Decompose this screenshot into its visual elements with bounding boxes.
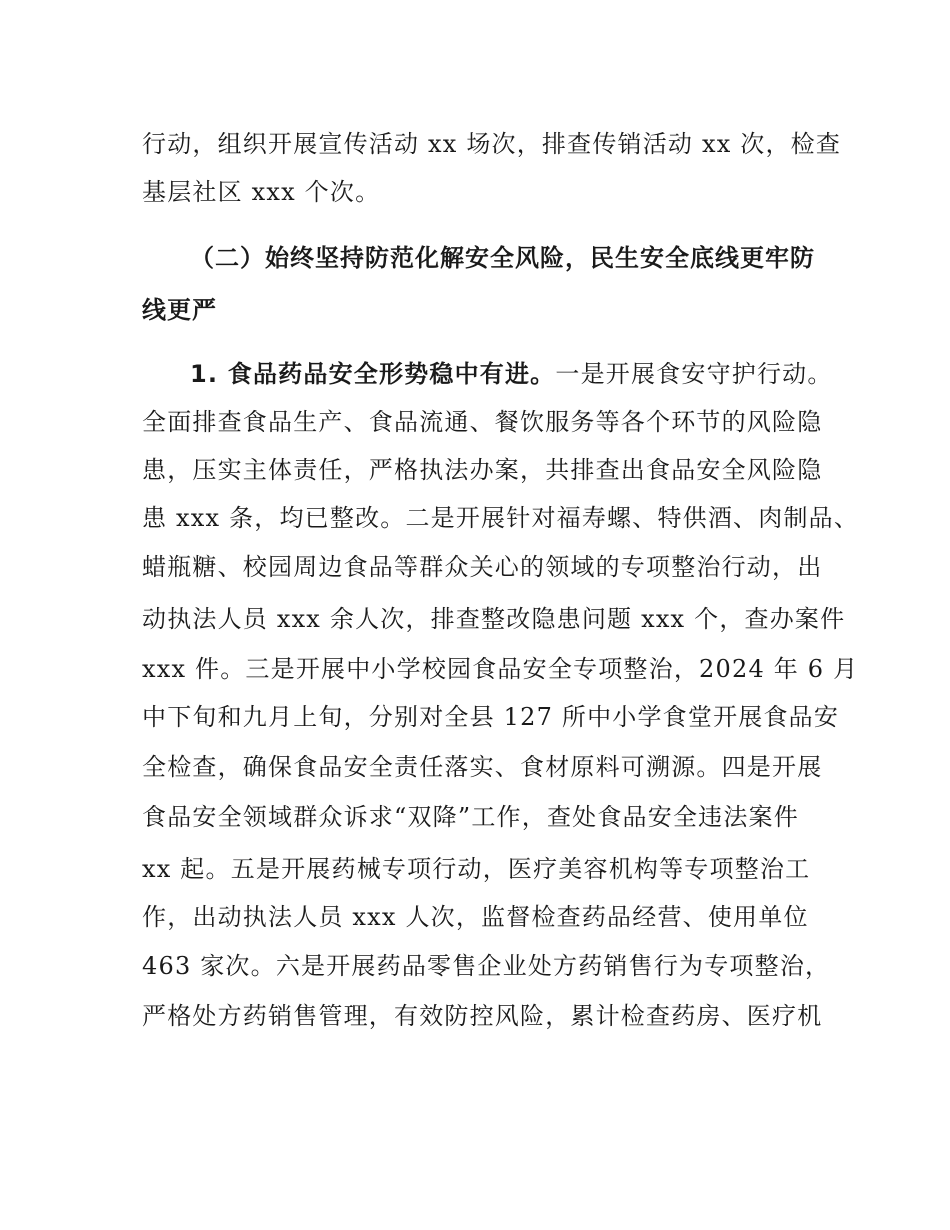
paragraph-first-line bbox=[190, 354, 833, 394]
section-heading-continuation: 线更严 bbox=[142, 296, 217, 324]
paragraph-line: 动执法人员 xxx 余人次，排查整改隐患问题 xxx 个，查办案件 bbox=[142, 605, 846, 633]
paragraph-line: 全检查，确保食品安全责任落实、食材原料可溯源。四是开展 bbox=[142, 753, 823, 781]
paragraph-line: xxx 件。三是开展中小学校园食品安全专项整治，2024 年 6 月 bbox=[142, 655, 859, 683]
paragraph-line: 患，压实主体责任，严格执法办案，共排查出食品安全风险隐 bbox=[142, 456, 823, 484]
paragraph-line: 全面排查食品生产、食品流通、餐饮服务等各个环节的风险隐 bbox=[142, 408, 823, 436]
paragraph-line: 463 家次。六是开展药品零售企业处方药销售行为专项整治， bbox=[142, 952, 831, 980]
paragraph-line: 食品安全领域群众诉求“双降”工作，查处食品安全违法案件 bbox=[142, 803, 799, 831]
paragraph-line: 行动，组织开展宣传活动 xx 场次，排查传销活动 xx 次，检查 bbox=[142, 130, 842, 158]
section-heading: （二）始终坚持防范化解安全风险，民生安全底线更牢防 bbox=[190, 244, 815, 272]
paragraph-line: 作，出动执法人员 xxx 人次，监督检查药品经营、使用单位 bbox=[142, 903, 809, 931]
paragraph-lead: 1. 食品药品安全形势稳中有进。 bbox=[190, 360, 556, 388]
paragraph-line: 蜡瓶糖、校园周边食品等群众关心的领域的专项整治行动，出 bbox=[142, 553, 823, 581]
paragraph-line: 基层社区 xxx 个次。 bbox=[142, 178, 381, 206]
paragraph-line: 严格处方药销售管理，有效防控风险，累计检查药房、医疗机 bbox=[142, 1002, 823, 1030]
paragraph-line: 中下旬和九月上旬，分别对全县 127 所中小学食堂开展食品安 bbox=[142, 703, 840, 731]
paragraph-line: xx 起。五是开展药械专项行动，医疗美容机构等专项整治工 bbox=[142, 855, 811, 883]
paragraph-first-line-rest: 一是开展食安守护行动。 bbox=[555, 360, 833, 388]
paragraph-line: 患 xxx 条，均已整改。二是开展针对福寿螺、特供酒、肉制品、 bbox=[142, 504, 860, 532]
